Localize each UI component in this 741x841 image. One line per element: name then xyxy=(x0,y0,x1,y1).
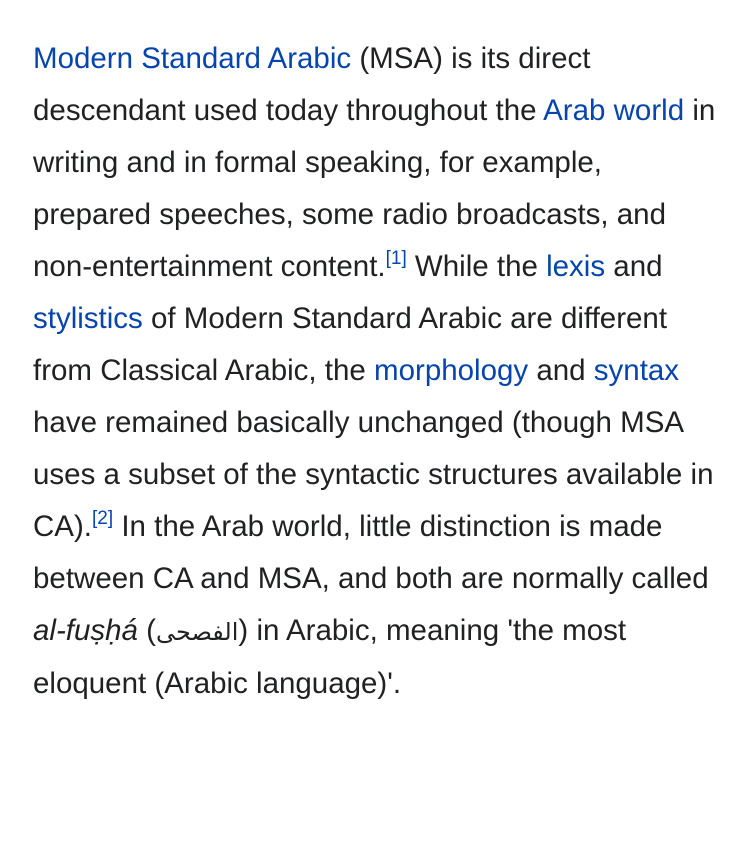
citation-2 xyxy=(92,508,113,529)
transliterated-term: al-fuṣḥá xyxy=(33,614,138,647)
paragraph-text: (MSA) is its direct descendant used today throughout the xyxy=(33,42,591,127)
link-syntax[interactable]: syntax xyxy=(593,354,680,387)
paragraph-text: ( xyxy=(137,614,156,647)
paragraph-text: In the Arab world, little distinction is made between CA and MSA, and both are normally called xyxy=(33,510,709,595)
link-modern-standard-arabic[interactable]: Modern Standard Arabic xyxy=(33,42,352,75)
link-stylistics[interactable]: stylistics xyxy=(33,302,143,335)
link-lexis[interactable]: lexis xyxy=(546,250,606,283)
paragraph-text: ) in Arabic, meaning 'the most eloquent (Arabic language)'. xyxy=(33,614,627,700)
paragraph-text: in writing and in formal speaking, for example, prepared speeches, some radio broadcasts, and non-entertainment content. xyxy=(33,94,716,283)
link-morphology[interactable]: morphology xyxy=(374,354,529,387)
link-arab-world[interactable]: Arab world xyxy=(543,94,685,127)
citation-link-2[interactable]: [2] xyxy=(92,508,114,529)
paragraph-text: While the xyxy=(406,250,547,283)
article-paragraph xyxy=(33,33,723,710)
paragraph-text: and xyxy=(605,250,663,283)
paragraph-text: of Modern Standard Arabic are different from Classical Arabic, the xyxy=(33,302,668,387)
citation-link-1[interactable]: [1] xyxy=(385,248,407,269)
paragraph-text: have remained basically unchanged (though MSA uses a subset of the syntactic structures available in CA). xyxy=(33,406,714,543)
paragraph-text: and xyxy=(528,354,594,387)
arabic-term: الفصحى xyxy=(155,618,239,646)
citation-1 xyxy=(386,248,407,269)
